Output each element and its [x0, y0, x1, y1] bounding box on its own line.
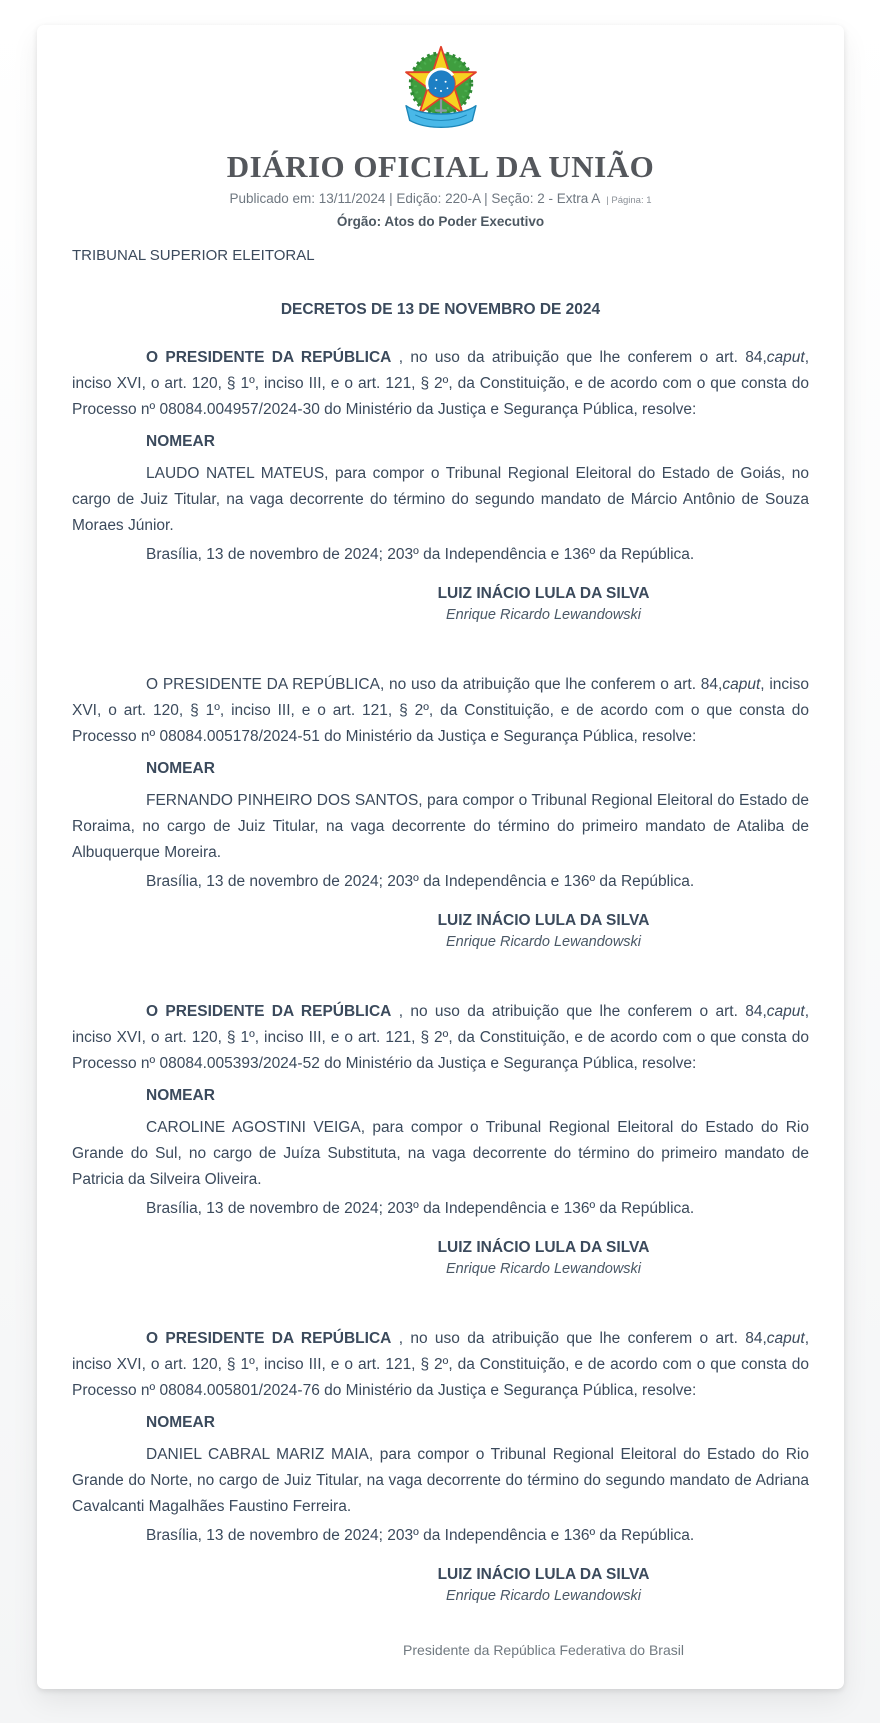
decree-intro: [72, 1326, 809, 1404]
decree-date-line: Brasília, 13 de novembro de 2024; 203º da Independência e 136º da República.: [146, 1527, 695, 1544]
issuing-body: TRIBUNAL SUPERIOR ELEITORAL: [72, 247, 315, 264]
decree-action: NOMEAR: [146, 1414, 215, 1431]
decree-appointment: FERNANDO PINHEIRO DOS SANTOS, para compor o Tribunal Regional Eleitoral do Estado de Roraima, no cargo de Juiz Titular, na vaga decorrente do término do primeiro mandato de Ataliba de Albuquerque Moreira.: [72, 792, 809, 861]
caput-term: caput: [722, 676, 761, 693]
intro-text-rest: , inciso XVI, o art. 120, § 1º, inciso III, e o art. 121, § 2º, da Constituição, e de acordo com o que consta do Processo nº 08084.004957/2024-30 do Ministério da Justiça e Segurança Pública, resolve:: [72, 349, 809, 418]
decree-action: NOMEAR: [146, 433, 215, 450]
president-signature: LUIZ INÁCIO LULA DA SILVA: [437, 1566, 650, 1583]
decree-intro: [72, 672, 809, 750]
decree-appointment: DANIEL CABRAL MARIZ MAIA, para compor o Tribunal Regional Eleitoral do Estado do Rio Grande do Norte, no cargo de Juiz Titular, na vaga decorrente do término do segundo mandato de Adriana Cavalcanti Magalhães Faustino Ferreira.: [72, 1446, 809, 1515]
caput-term: caput: [766, 349, 805, 366]
signature-role: Presidente da República Federativa do Brasil: [403, 1642, 684, 1658]
signature-block: [278, 583, 809, 626]
minister-countersignature: Enrique Ricardo Lewandowski: [445, 1261, 642, 1277]
gazette-page: [37, 25, 844, 1689]
intro-text-rest: , inciso XVI, o art. 120, § 1º, inciso III, e o art. 121, § 2º, da Constituição, e de acordo com o que consta do Processo nº 08084.005393/2024-52 do Ministério da Justiça e Segurança Pública, resolve:: [72, 1003, 809, 1072]
page-number-note: | Página: 1: [606, 195, 652, 206]
gazette-header: [72, 45, 809, 231]
minister-countersignature: Enrique Ricardo Lewandowski: [445, 934, 642, 950]
president-lead: O PRESIDENTE DA REPÚBLICA: [146, 676, 380, 693]
decree-4: [72, 1326, 809, 1607]
decree-intro: [72, 345, 809, 423]
president-lead: O PRESIDENTE DA REPÚBLICA: [146, 349, 392, 366]
document-title: DECRETOS DE 13 DE NOVEMBRO DE 2024: [280, 301, 601, 318]
decree-date-line: Brasília, 13 de novembro de 2024; 203º da Independência e 136º da República.: [146, 546, 695, 563]
intro-text: , no uso da atribuição que lhe conferem o art. 84,: [391, 349, 767, 366]
president-signature: LUIZ INÁCIO LULA DA SILVA: [437, 585, 650, 602]
president-signature: LUIZ INÁCIO LULA DA SILVA: [437, 912, 650, 929]
intro-text: , no uso da atribuição que lhe conferem o art. 84,: [391, 1003, 767, 1020]
caput-term: caput: [766, 1330, 805, 1347]
decree-appointment: LAUDO NATEL MATEUS, para compor o Tribunal Regional Eleitoral do Estado de Goiás, no cargo de Juiz Titular, na vaga decorrente do término do segundo mandato de Márcio Antônio de Souza Moraes Júnior.: [72, 465, 809, 534]
publication-info-text: Publicado em: 13/11/2024 | Edição: 220-A | Seção: 2 - Extra A: [229, 191, 600, 206]
decree-3: [72, 999, 809, 1280]
caput-term: caput: [766, 1003, 805, 1020]
president-signature: LUIZ INÁCIO LULA DA SILVA: [437, 1239, 650, 1256]
intro-text: , no uso da atribuição que lhe conferem o art. 84,: [379, 676, 723, 693]
intro-text: , no uso da atribuição que lhe conferem o art. 84,: [391, 1330, 767, 1347]
decree-action: NOMEAR: [146, 760, 215, 777]
decree-date-line: Brasília, 13 de novembro de 2024; 203º da Independência e 136º da República.: [146, 873, 695, 890]
intro-text-rest: , inciso XVI, o art. 120, § 1º, inciso III, e o art. 121, § 2º, da Constituição, e de acordo com o que consta do Processo nº 08084.005801/2024-76 do Ministério da Justiça e Segurança Pública, resolve:: [72, 1330, 809, 1399]
president-lead: O PRESIDENTE DA REPÚBLICA: [146, 1003, 392, 1020]
gazette-title: DIÁRIO OFICIAL DA UNIÃO: [226, 149, 655, 184]
decree-action: NOMEAR: [146, 1087, 215, 1104]
intro-text-rest: , inciso XVI, o art. 120, § 1º, inciso III, e o art. 121, § 2º, da Constituição, e de acordo com o que consta do Processo nº 08084.005178/2024-51 do Ministério da Justiça e Segurança Pública, resolve:: [72, 676, 809, 745]
decree-2: [72, 672, 809, 953]
minister-countersignature: Enrique Ricardo Lewandowski: [445, 1588, 642, 1604]
organ-line: Órgão: Atos do Poder Executivo: [336, 214, 545, 229]
president-lead: O PRESIDENTE DA REPÚBLICA: [146, 1330, 392, 1347]
decree-intro: [72, 999, 809, 1077]
decree-1: [72, 345, 809, 626]
signature-block: [278, 910, 809, 953]
signature-block: [278, 1564, 809, 1607]
signature-block: [278, 1237, 809, 1280]
publication-info: [72, 190, 809, 210]
decree-date-line: Brasília, 13 de novembro de 2024; 203º da Independência e 136º da República.: [146, 1200, 695, 1217]
brazil-coat-of-arms-icon: [392, 45, 490, 137]
decree-appointment: CAROLINE AGOSTINI VEIGA, para compor o Tribunal Regional Eleitoral do Estado do Rio Grande do Sul, no cargo de Juíza Substituta, na vaga decorrente do término do primeiro mandato de Patricia da Silveira Oliveira.: [72, 1119, 809, 1188]
minister-countersignature: Enrique Ricardo Lewandowski: [445, 607, 642, 623]
